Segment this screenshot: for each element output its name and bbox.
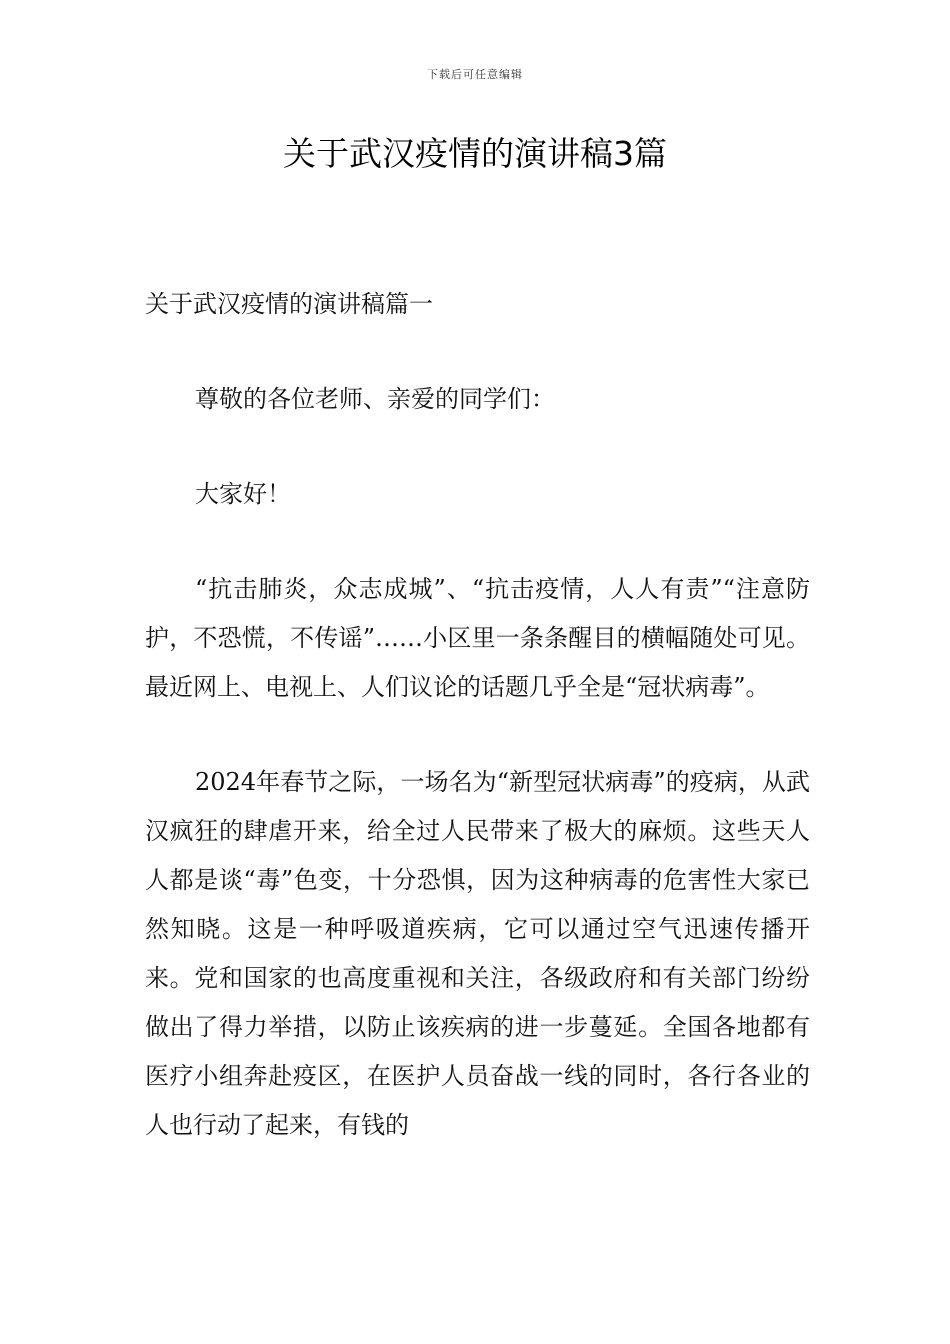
greeting-paragraph: 大家好！ xyxy=(195,480,291,508)
body-paragraph: 2024年春节之际，一场名为“新型冠状病毒”的疫病，从武汉疯狂的肆虐开来，给全过人民带来了极大的麻烦。这些天人人都是谈“毒”色变，十分恐惧，因为这种病毒的危害性大家已然知晓。这是一种呼吸道疾病，它可以通过空气迅速传播开来。党和国家的也高度重视和关注，各级政府和有关部门纷纷做出了得力举措，以防止该疾病的进一步蔓延。全国各地都有医疗小组奔赴疫区，在医护人员奋战一线的同时，各行各业的人也行动了起来，有钱的 xyxy=(145,768,810,1139)
document-body xyxy=(145,280,810,1150)
document-title: 关于武汉疫情的演讲稿3篇 xyxy=(283,134,667,173)
body-paragraph: “抗击肺炎，众志成城”、“抗击疫情，人人有责”“注意防护，不恐慌，不传谣”……小区里一条条醒目的横幅随处可见。最近网上、电视上、人们议论的话题几乎全是“冠状病毒”。 xyxy=(145,575,810,701)
section-heading: 关于武汉疫情的演讲稿篇一 xyxy=(145,290,433,318)
salutation-paragraph: 尊敬的各位老师、亲爱的同学们： xyxy=(195,385,555,413)
header-note: 下载后可任意编辑 xyxy=(427,68,523,81)
